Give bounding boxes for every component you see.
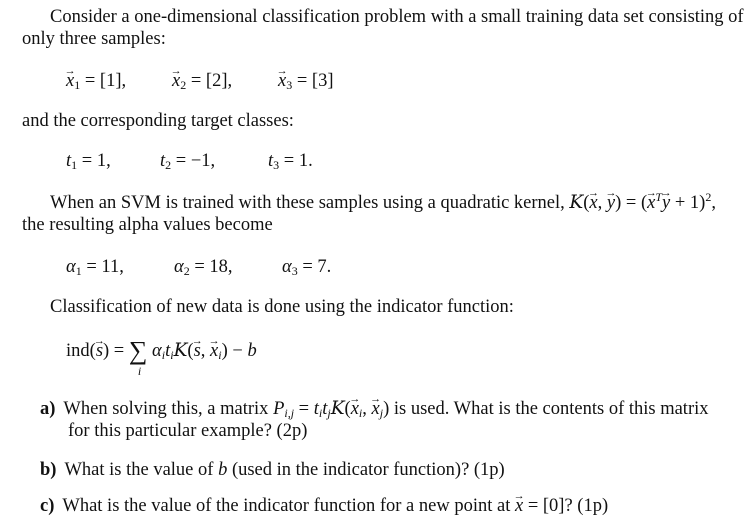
alpha-1-value: 11, [101, 257, 124, 277]
question-b-text-post: (used in the indicator function)? (1p) [231, 460, 505, 480]
sum-symbol: ∑ [128, 336, 148, 365]
alpha-2: $\alpha_2 = 18$, [174, 257, 233, 278]
question-a-text-pre: When solving this, a matrix [63, 399, 269, 419]
sample-x1-value: [1], [99, 71, 127, 91]
target-t1: $t_1 = 1$, [66, 151, 111, 172]
sample-x1: → $x_1 = [1]$, [66, 70, 126, 92]
alpha-3-value: 7. [317, 257, 332, 277]
alpha-1: $\alpha_1 = 11$, [66, 257, 124, 278]
target-t3: $t_3 = 1$. [268, 151, 313, 172]
question-c-point: [0] [542, 496, 565, 516]
sample-x3-value: [3] [311, 71, 334, 91]
svm-text-prefix: When an SVM is trained with these samples using a quadratic kernel, [50, 193, 565, 213]
targets-intro: and the corresponding target classes: [22, 111, 294, 131]
question-c-label: c) [40, 496, 55, 516]
svm-text-line-1 [50, 192, 716, 214]
target-t2: $t_2 = -1$, [160, 151, 216, 172]
indicator-label: ind [66, 341, 90, 361]
intro-line-2: only three samples: [22, 29, 166, 49]
target-t1-value: 1, [96, 151, 111, 171]
sample-x2-value: [2], [205, 71, 233, 91]
target-t2-value: −1, [190, 151, 216, 171]
intro-line-1: Consider a one-dimensional classification problem with a small training data set consisting of [50, 7, 744, 27]
sample-x2: → $x_2 = [2]$, [172, 70, 232, 92]
target-t3-value: 1. [298, 151, 313, 171]
question-b: b) What is the value of b (used in the indicator function)? (1p) [40, 460, 505, 480]
indicator-intro: Classification of new data is done using the indicator function: [50, 297, 514, 317]
question-a-line-2: for this particular example? (2p) [68, 421, 308, 441]
sample-x3: → $x_3 = [3]$ [278, 70, 333, 92]
question-b-label: b) [40, 460, 57, 480]
question-a-label: a) [40, 399, 56, 419]
kernel-formula: K(→ x, → y) = (→ $x^T\to y + 1)^2$, [569, 193, 716, 213]
question-c: c) What is the value of the indicator function for a new point at → x = [0]? (1p) [40, 495, 608, 517]
question-b-text-pre: What is the value of [64, 460, 214, 480]
svm-text-line-2: the resulting alpha values become [22, 215, 273, 235]
question-a-text-post: is used. What is the contents of this matrix [393, 399, 709, 419]
indicator-formula: ind(→ s) = ∑ i $\alpha_it_iK(\to s$, → $x_i) - b$ [66, 340, 257, 362]
question-c-text-pre: What is the value of the indicator function for a new point at [62, 496, 511, 516]
question-a: a) When solving this, a matrix $P_{i,j} = t_it_jK(\to x_i$, → $x_j$) is used. What is the contents of this matrix [40, 398, 709, 420]
alpha-3: $\alpha_3 = 7$. [282, 257, 332, 278]
question-c-text-post: ? (1p) [564, 496, 609, 516]
alpha-2-value: 18, [209, 257, 233, 277]
